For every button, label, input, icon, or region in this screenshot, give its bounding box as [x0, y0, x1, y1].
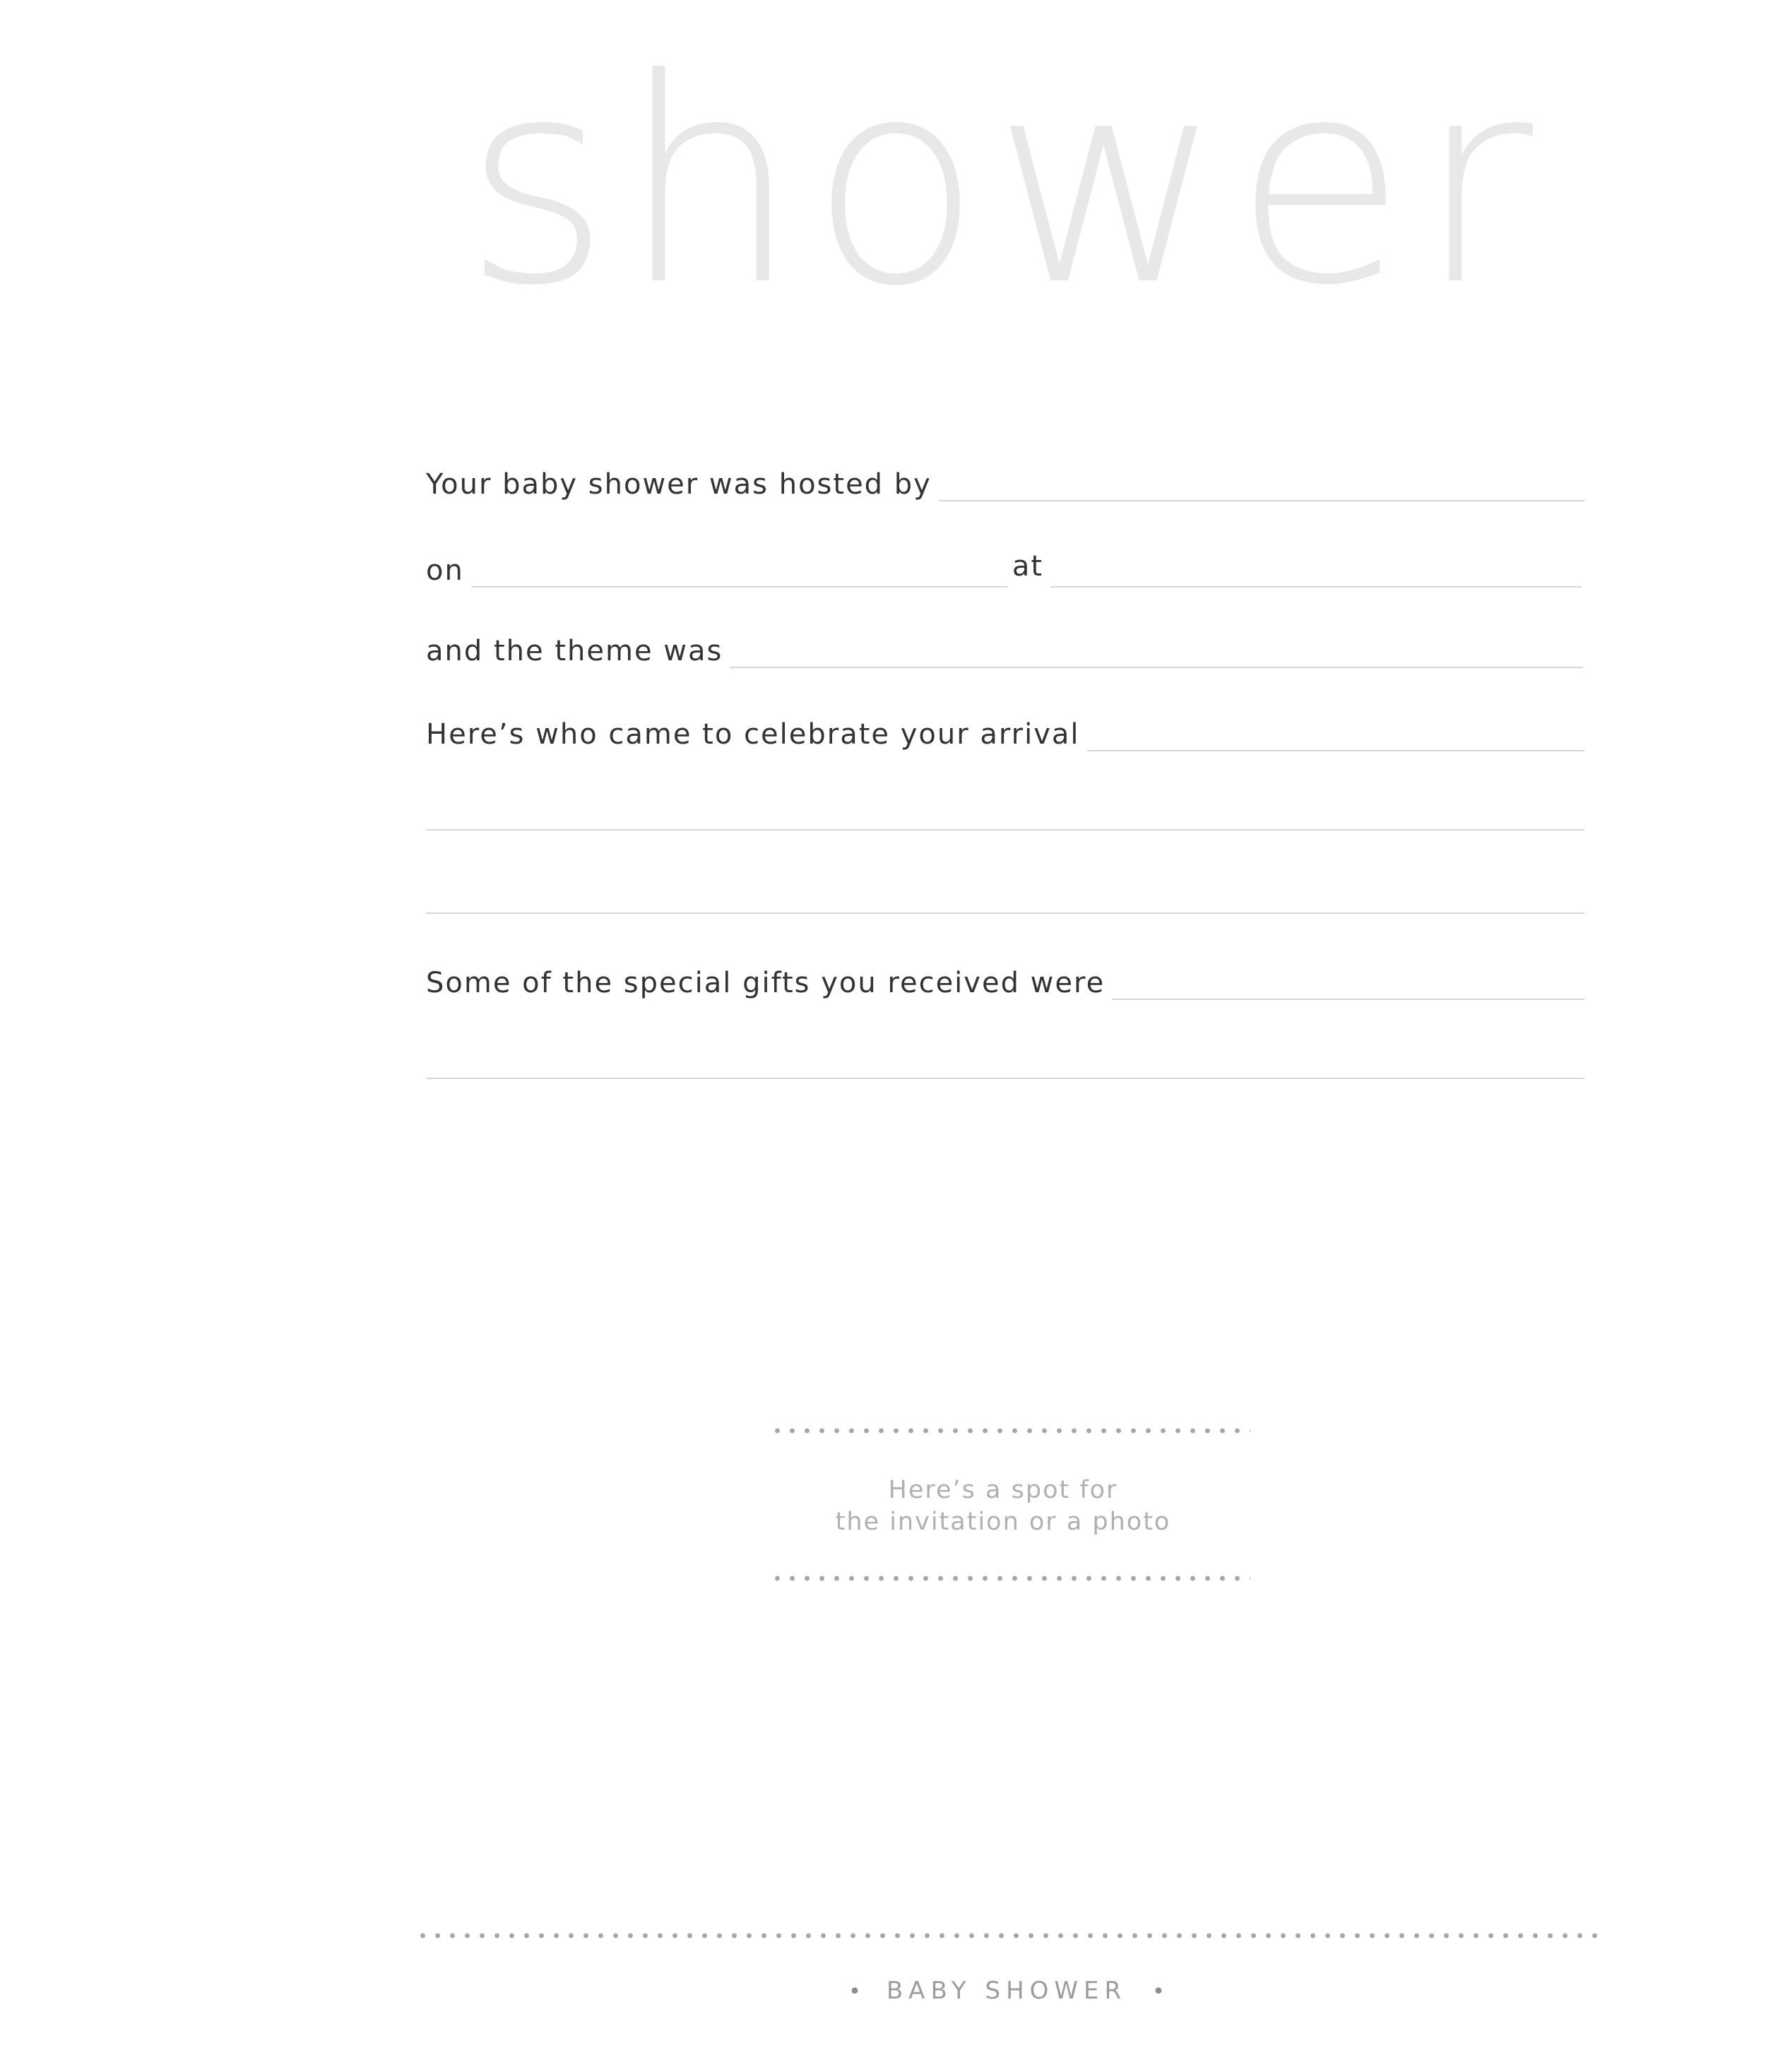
guests-row — [426, 720, 1584, 751]
location-field[interactable] — [1050, 586, 1582, 588]
footer-dotted-divider — [415, 1933, 1602, 1939]
photo-spot-bottom-dotted-border — [770, 1576, 1250, 1581]
hosted-by-label: Your baby shower was hosted by — [426, 468, 932, 501]
gifts-field-line-2[interactable] — [426, 1078, 1584, 1079]
at-label: at — [1012, 550, 1044, 583]
photo-spot-caption — [728, 1475, 1279, 1538]
page-title: shower — [463, 19, 1543, 347]
hosted-by-row — [426, 470, 1584, 501]
footer-section-label — [777, 1977, 1236, 2005]
guests-field-line-2[interactable] — [426, 829, 1584, 830]
gifts-label: Some of the special gifts you received were — [426, 967, 1106, 999]
theme-label: and the theme was — [426, 635, 723, 667]
hosted-by-field[interactable] — [939, 500, 1584, 501]
theme-row — [426, 637, 1584, 668]
guests-field[interactable] — [1087, 750, 1585, 751]
shower-form — [426, 0, 1584, 1130]
date-location-row — [426, 552, 1584, 588]
guests-field-line-3[interactable] — [426, 912, 1584, 914]
gifts-row — [426, 969, 1584, 1000]
theme-field[interactable] — [730, 667, 1583, 668]
on-label: on — [426, 554, 464, 587]
photo-spot-top-dotted-border — [770, 1428, 1250, 1434]
photo-spot-caption-line-1: Here’s a spot for — [888, 1476, 1118, 1504]
footer-section-text: BABY SHOWER — [886, 1977, 1127, 2005]
guests-label: Here’s who came to celebrate your arrival — [426, 718, 1080, 751]
footer-bullet-right: • — [1152, 1979, 1165, 2004]
gifts-field[interactable] — [1112, 999, 1584, 1000]
photo-spot-caption-line-2: the invitation or a photo — [835, 1508, 1171, 1536]
date-field[interactable] — [471, 586, 1008, 588]
footer-bullet-left: • — [848, 1979, 861, 2004]
